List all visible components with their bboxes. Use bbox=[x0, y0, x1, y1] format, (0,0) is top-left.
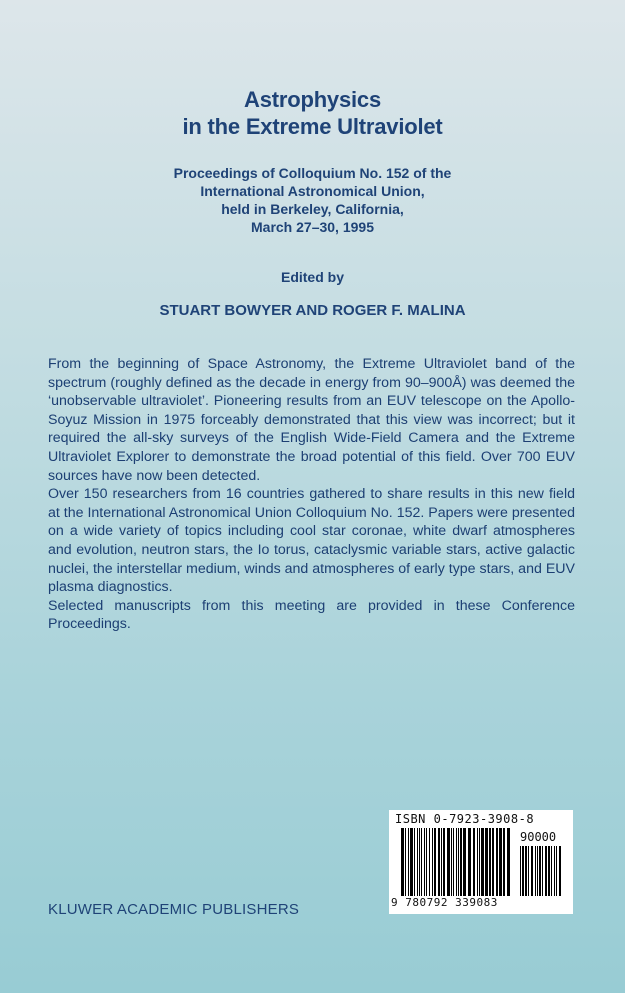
addon-barcode-bars bbox=[520, 846, 564, 896]
barcode-bar bbox=[545, 846, 547, 896]
barcode-bar bbox=[424, 828, 425, 896]
barcode-bar bbox=[496, 828, 498, 896]
blurb-paragraph-2: Over 150 researchers from 16 countries gathered to share results in this new field at the International Astronomical Union Colloquium No. 152. Papers were presented on a wide variety of topics including cool star coronae, white dwarf atmospheres and evolution, neutron stars, the Io torus, cataclysmic variable stars, active galactic nuclei, the interstellar medium, winds and atmospheres of early type stars, and EUV plasma diagnostics. bbox=[48, 486, 575, 596]
barcode-bar bbox=[473, 828, 475, 896]
blurb bbox=[48, 355, 575, 634]
barcode-bar bbox=[447, 828, 450, 896]
barcode-bar bbox=[434, 828, 436, 896]
ean-digits: 9 780792 339083 bbox=[391, 896, 498, 909]
editors-names: STUART BOWYER AND ROGER F. MALINA bbox=[159, 302, 466, 319]
barcode-bar bbox=[438, 828, 440, 896]
barcode-bar bbox=[503, 828, 505, 896]
barcode-bar bbox=[417, 828, 418, 896]
barcode-bar bbox=[535, 846, 536, 896]
isbn-barcode bbox=[389, 810, 573, 914]
ean-barcode-bars bbox=[401, 828, 513, 898]
isbn-number: ISBN 0-7923-3908-8 bbox=[395, 812, 535, 826]
barcode-bar bbox=[468, 828, 471, 896]
barcode-bar bbox=[551, 846, 552, 896]
proceedings-line-2: International Astronomical Union, bbox=[200, 183, 425, 199]
barcode-bar bbox=[539, 846, 541, 896]
barcode-bar bbox=[479, 828, 480, 896]
barcode-bar bbox=[460, 828, 462, 896]
barcode-bar bbox=[528, 846, 529, 896]
barcode-bar bbox=[453, 828, 454, 896]
proceedings-line-3: held in Berkeley, California, bbox=[221, 201, 404, 217]
title-line-2: in the Extreme Ultraviolet bbox=[182, 114, 443, 139]
barcode-bar bbox=[456, 828, 457, 896]
barcode-bar bbox=[537, 846, 538, 896]
barcode-bar bbox=[408, 828, 409, 896]
barcode-bar bbox=[489, 828, 491, 896]
barcode-bar bbox=[451, 828, 452, 896]
barcode-bar bbox=[522, 846, 524, 896]
barcode-bar bbox=[414, 828, 415, 896]
title-line-1: Astrophysics bbox=[244, 87, 381, 112]
barcode-bar bbox=[520, 846, 521, 896]
barcode-bar bbox=[559, 846, 561, 896]
barcode-bar bbox=[458, 828, 459, 896]
barcode-bar bbox=[401, 828, 404, 896]
price-code: 90000 bbox=[520, 830, 557, 844]
barcode-bar bbox=[426, 828, 427, 896]
blurb-paragraph-1: From the beginning of Space Astronomy, the Extreme Ultraviolet band of the spectrum (roughly defined as the decade in energy from 90–900Å) was deemed the ‘unobservable ultraviolet’. Pioneering results from an EUV telescope on the Apollo-Soyuz Mission in 1975 forceably demonstrated that this view was incorrect; but it required the all-sky surveys of the English Wide-Field Camera and the Extreme Ultraviolet Explorer to demonstrate the broad potential of this field. Over 700 EUV sources have now been detected. bbox=[48, 356, 575, 484]
barcode-bar bbox=[463, 828, 466, 896]
barcode-bar bbox=[410, 828, 413, 896]
book-title bbox=[0, 86, 625, 140]
barcode-bar bbox=[542, 846, 543, 896]
publisher-name: KLUWER ACADEMIC PUBLISHERS bbox=[48, 901, 300, 918]
barcode-bar bbox=[554, 846, 555, 896]
barcode-bar bbox=[419, 828, 420, 896]
barcode-bar bbox=[477, 828, 478, 896]
barcode-bar bbox=[432, 828, 433, 896]
proceedings-line-1: Proceedings of Colloquium No. 152 of the bbox=[173, 165, 452, 181]
barcode-bar bbox=[548, 846, 550, 896]
barcode-bar bbox=[492, 828, 494, 896]
blurb-paragraph-3: Selected manuscripts from this meeting are provided in these Conference Proceedings. bbox=[48, 597, 575, 633]
barcode-bar bbox=[421, 828, 422, 896]
edited-by-label: Edited by bbox=[280, 269, 344, 285]
barcode-bar bbox=[499, 828, 502, 896]
barcode-bar bbox=[485, 828, 488, 896]
barcode-bar bbox=[525, 846, 527, 896]
barcode-bar bbox=[441, 828, 442, 896]
barcode-bar bbox=[429, 828, 430, 896]
barcode-bar bbox=[405, 828, 406, 896]
proceedings-line-4: March 27–30, 1995 bbox=[251, 219, 374, 235]
barcode-bar bbox=[481, 828, 484, 896]
barcode-bar bbox=[443, 828, 445, 896]
barcode-bar bbox=[507, 828, 510, 896]
proceedings-info bbox=[0, 164, 625, 236]
barcode-bar bbox=[556, 846, 557, 896]
barcode-bar bbox=[531, 846, 533, 896]
